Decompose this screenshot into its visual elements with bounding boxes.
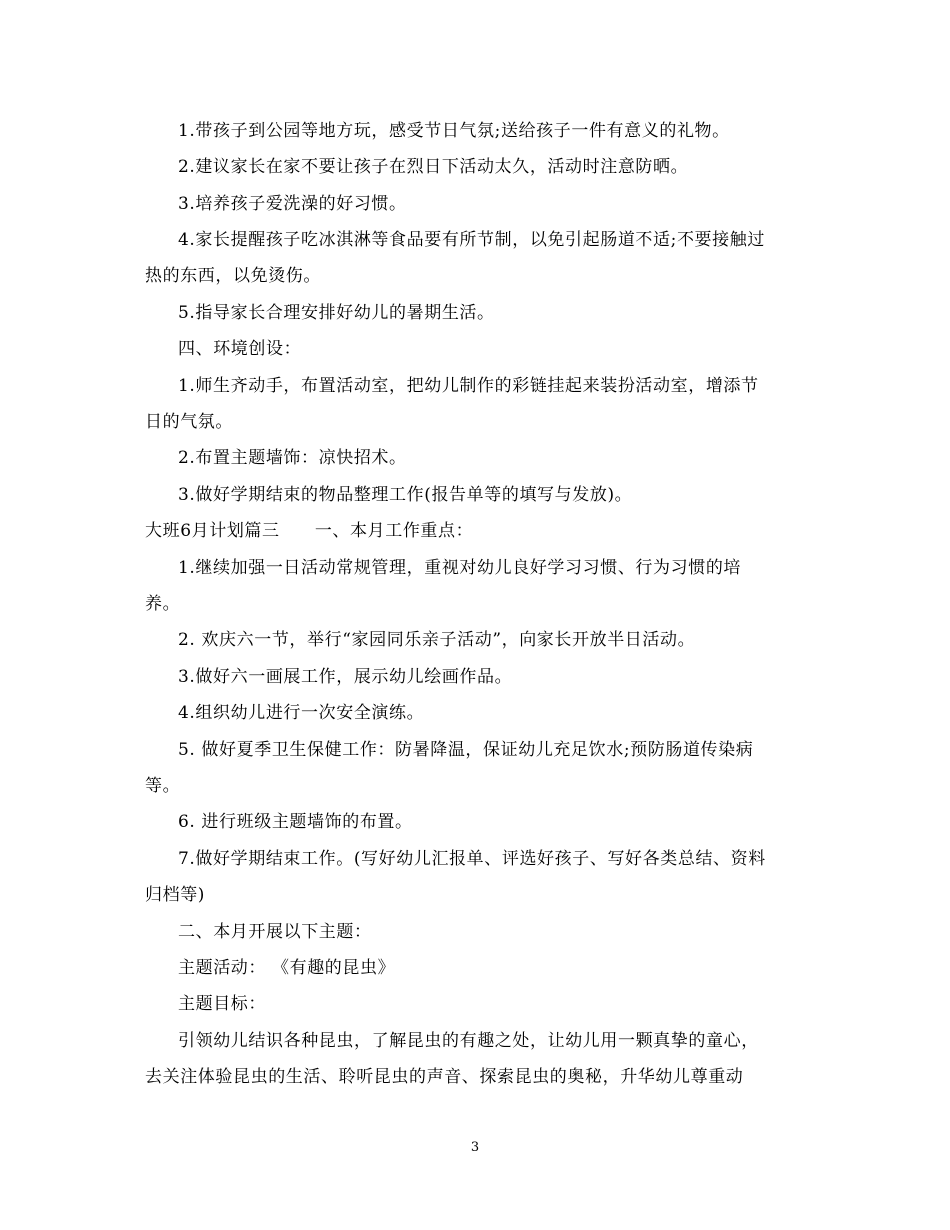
paragraph-line: 3.培养孩子爱洗澡的好习惯。 — [178, 194, 407, 214]
section-heading: 二、本月开展以下主题： — [178, 922, 372, 942]
section-heading: 四、环境创设： — [178, 339, 302, 359]
paragraph-line: 2.布置主题墙饰：凉快招术。 — [178, 448, 407, 468]
page-number: 3 — [470, 1140, 480, 1155]
paragraph-line: 等。 — [145, 776, 181, 796]
paragraph-line: 5. 做好夏季卫生保健工作：防暑降温，保证幼儿充足饮水;预防肠道传染病 — [178, 740, 754, 760]
paragraph-line: 主题活动： 《有趣的昆虫》 — [178, 958, 396, 978]
paragraph-line: 去关注体验昆虫的生活、聆听昆虫的声音、探索昆虫的奥秘，升华幼儿尊重动 — [145, 1067, 744, 1087]
paragraph-line: 热的东西，以免烫伤。 — [145, 266, 321, 286]
paragraph-line: 主题目标： — [178, 994, 266, 1014]
paragraph-line: 3.做好学期结束的物品整理工作(报告单等的填写与发放)。 — [178, 485, 633, 505]
section-heading: 大班6月计划篇三 一、本月工作重点： — [145, 521, 474, 541]
paragraph-line: 归档等) — [145, 885, 206, 905]
paragraph-line: 5.指导家长合理安排好幼儿的暑期生活。 — [178, 303, 495, 323]
paragraph-line: 1.继续加强一日活动常规管理，重视对幼儿良好学习习惯、行为习惯的培 — [178, 558, 742, 578]
paragraph-line: 养。 — [145, 594, 181, 614]
paragraph-line: 1.师生齐动手，布置活动室，把幼儿制作的彩链挂起来装扮活动室，增添节 — [178, 376, 759, 396]
paragraph-line: 1.带孩子到公园等地方玩，感受节日气氛;送给孩子一件有意义的礼物。 — [178, 121, 730, 141]
paragraph-line: 2. 欢庆六一节，举行“家园同乐亲子活动”，向家长开放半日活动。 — [178, 630, 696, 650]
paragraph-line: 6. 进行班级主题墙饰的布置。 — [178, 812, 413, 832]
paragraph-line: 2.建议家长在家不要让孩子在烈日下活动太久，活动时注意防晒。 — [178, 157, 689, 177]
paragraph-line: 3.做好六一画展工作，展示幼儿绘画作品。 — [178, 667, 513, 687]
paragraph-line: 引领幼儿结识各种昆虫，了解昆虫的有趣之处，让幼儿用一颗真挚的童心， — [178, 1031, 759, 1051]
paragraph-line: 7.做好学期结束工作。(写好幼儿汇报单、评选好孩子、写好各类总结、资料 — [178, 849, 766, 869]
paragraph-line: 4.家长提醒孩子吃冰淇淋等食品要有所节制，以免引起肠道不适;不要接触过 — [178, 230, 765, 250]
paragraph-line: 日的气氛。 — [145, 412, 233, 432]
paragraph-line: 4.组织幼儿进行一次安全演练。 — [178, 703, 425, 723]
